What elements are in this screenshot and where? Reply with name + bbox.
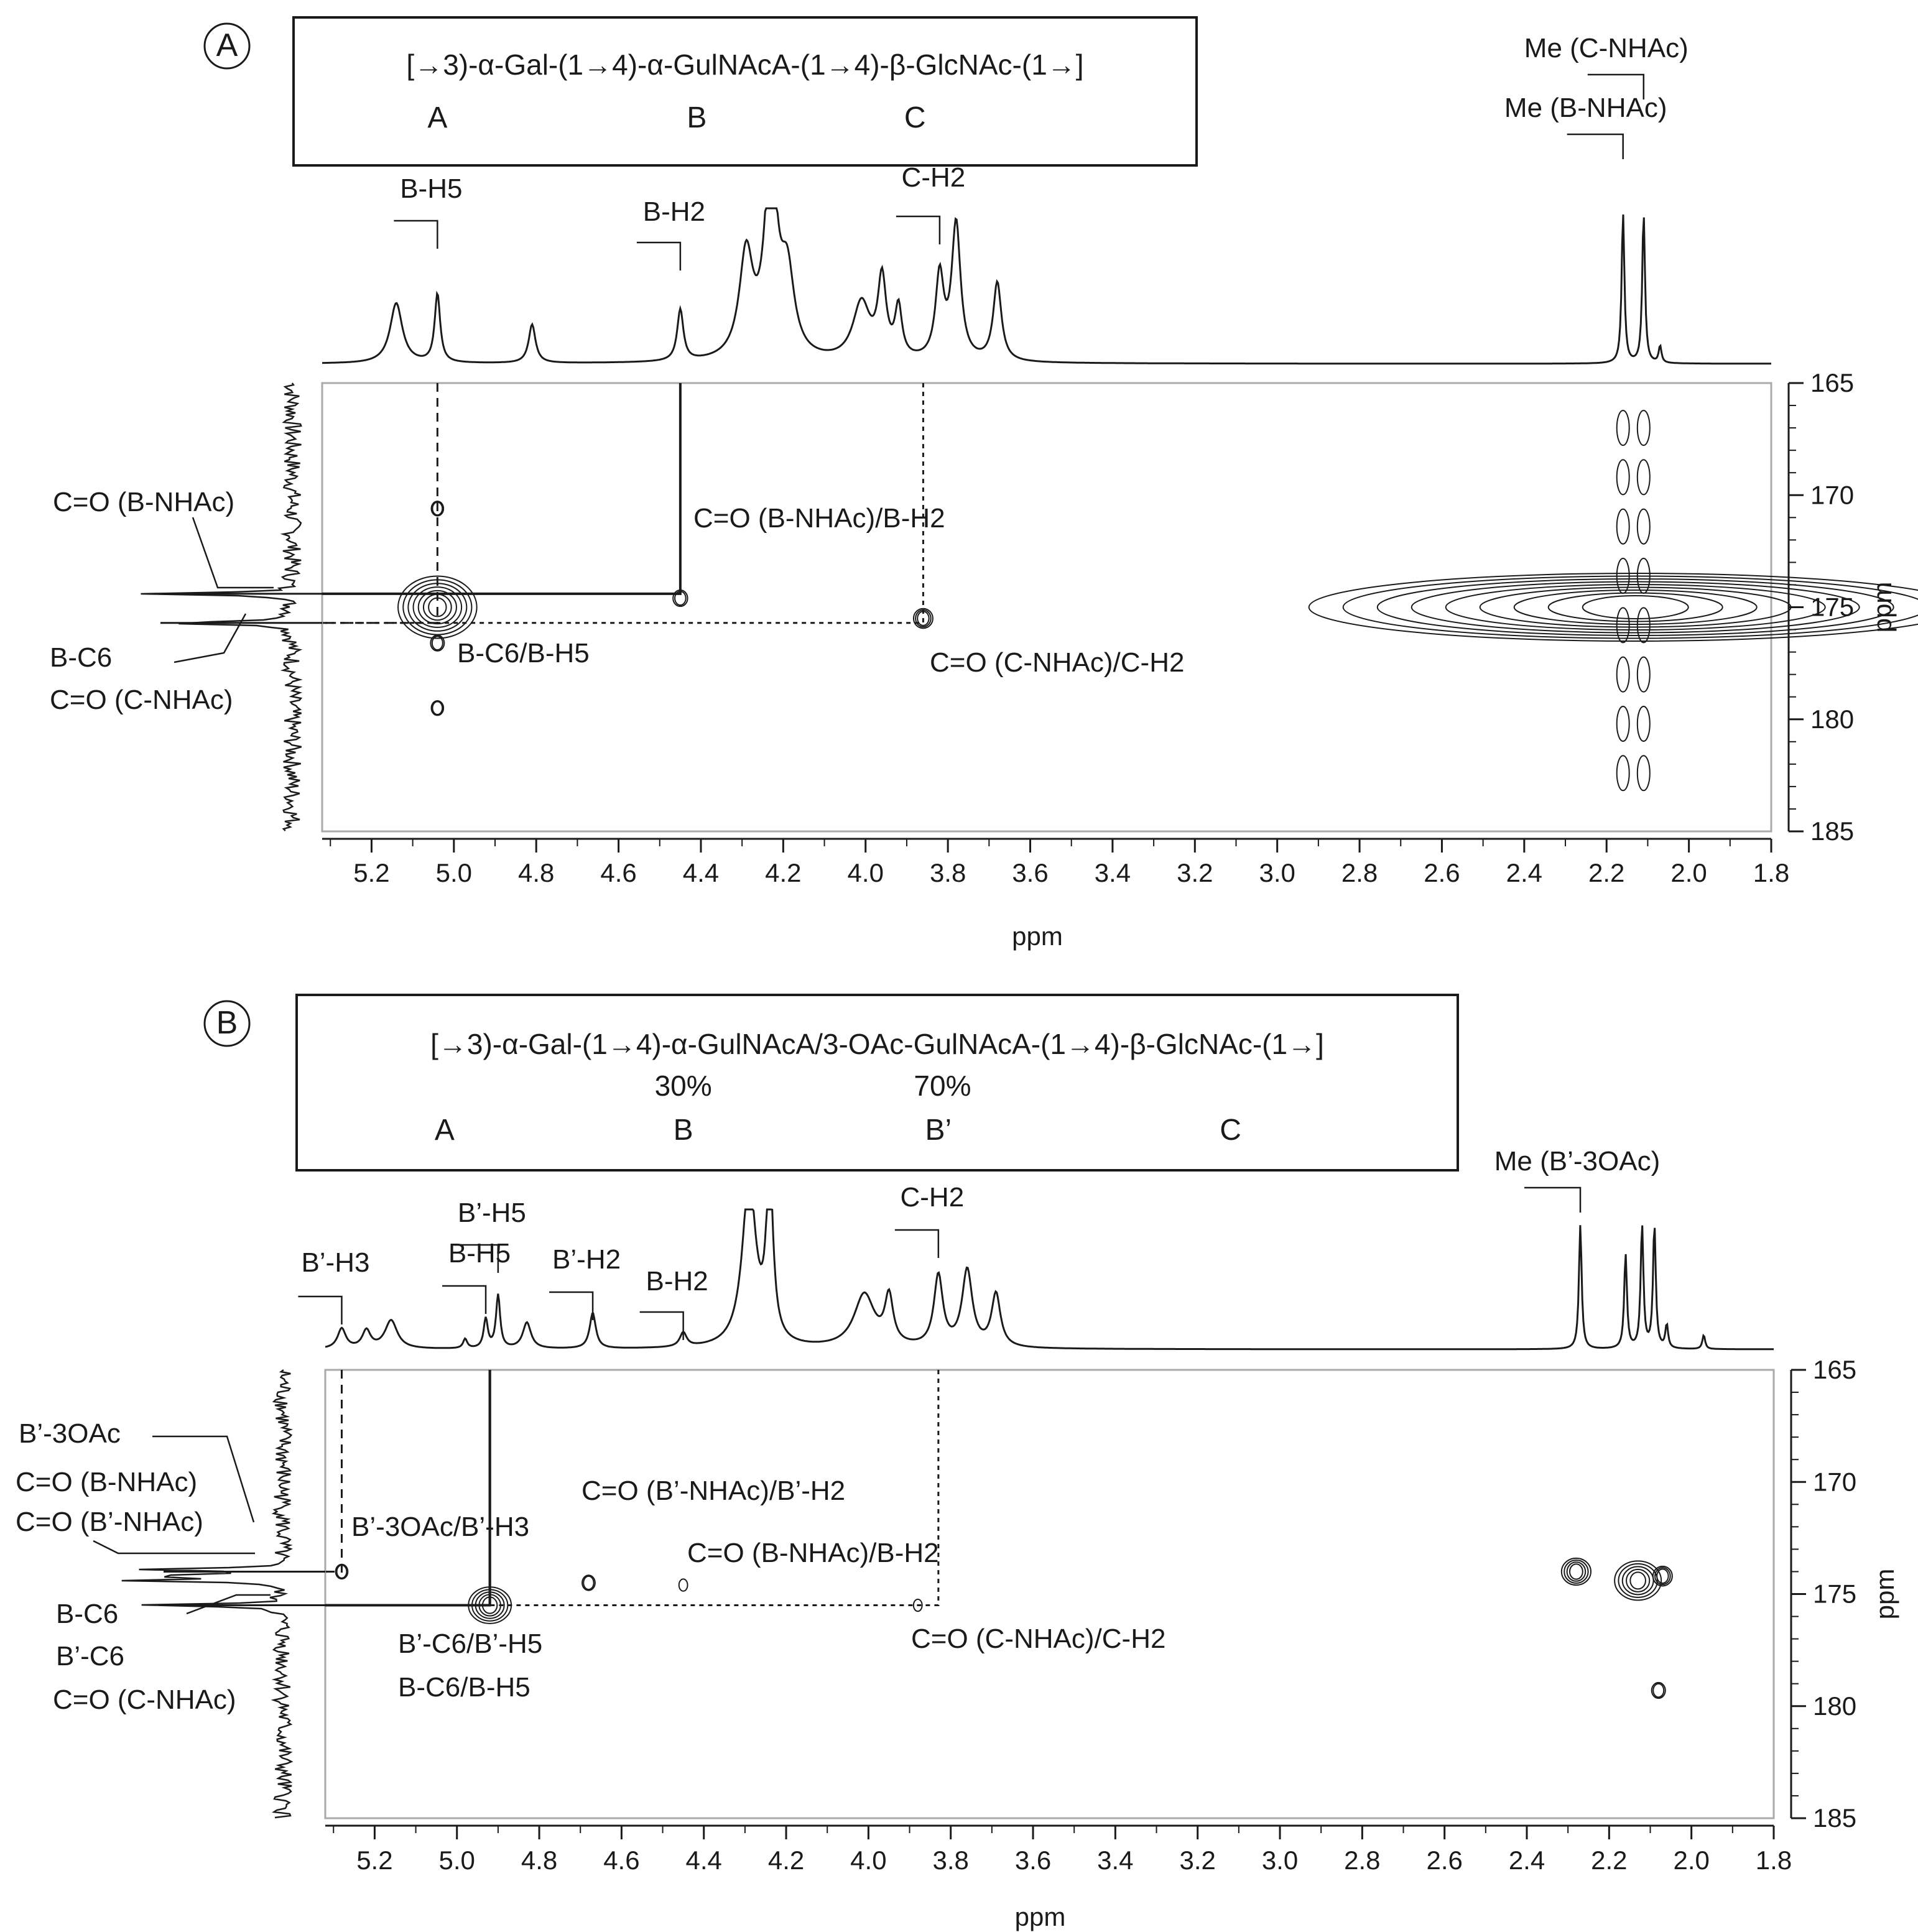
residue-label: B’ (925, 1114, 952, 1147)
correlation-line (325, 1370, 490, 1606)
methyl-label: Me (B-NHAc) (1504, 93, 1667, 123)
x-tick-label: 3.2 (1177, 858, 1213, 887)
carbon-label: C=O (B-NHAc) (53, 487, 235, 517)
y-axis-title: ppm (1870, 1568, 1899, 1620)
contour-ring (679, 1579, 688, 1591)
y-tick-label: 165 (1813, 1355, 1857, 1384)
correlation-line (325, 1370, 341, 1571)
contour-ring (1630, 1572, 1646, 1589)
peak-label: B-H5 (448, 1238, 511, 1269)
contour-ring (1617, 657, 1629, 692)
contour-ring (583, 1576, 593, 1589)
structure-box (297, 995, 1458, 1170)
x-tick-label: 3.4 (1097, 1846, 1134, 1875)
contour-ring (1617, 608, 1629, 642)
correlation-line (322, 383, 680, 594)
contour-ring (1638, 657, 1650, 692)
x-tick-label: 4.6 (603, 1846, 640, 1875)
x-tick-label: 3.4 (1094, 858, 1131, 887)
y-tick-label: 185 (1813, 1803, 1857, 1833)
panel-letter: A (216, 27, 238, 63)
x-axis-title: ppm (1012, 922, 1063, 951)
percentage-label: 30% (654, 1070, 712, 1102)
methyl-label-bracket (1567, 134, 1623, 159)
y-tick-label: 175 (1813, 1579, 1857, 1609)
peak-label: B’-H3 (301, 1247, 370, 1278)
hmbc-plot-frame (325, 1370, 1774, 1818)
x-tick-label: 3.6 (1014, 1846, 1052, 1875)
contour-ring (432, 701, 442, 714)
x-axis-title: ppm (1014, 1902, 1066, 1931)
correlation-label: B-C6/B-H5 (457, 638, 590, 668)
label-leader (93, 1541, 255, 1553)
percentage-label: 70% (914, 1070, 971, 1102)
carbon-label: B’-C6 (56, 1641, 125, 1671)
peak-label: C-H2 (900, 1182, 965, 1213)
contour-ring (1617, 706, 1629, 741)
contour-ring (1657, 1569, 1668, 1583)
y-tick-label: 170 (1813, 1467, 1857, 1497)
cross-peak (1562, 1558, 1591, 1585)
x-tick-label: 2.0 (1673, 1846, 1710, 1875)
correlation-label: C=O (C-NHAc)/C-H2 (911, 1624, 1166, 1654)
peak-label: B-H2 (646, 1266, 708, 1296)
peak-label: B’-H5 (457, 1198, 526, 1228)
correlation-line (325, 1370, 490, 1606)
x-tick-label: 5.2 (356, 1846, 393, 1875)
carbon-label: C=O (B’-NHAc) (16, 1507, 203, 1537)
peak-label: C-H2 (901, 162, 966, 193)
peak-label-bracket (549, 1292, 593, 1320)
y-tick-label: 185 (1810, 816, 1855, 846)
correlation-label: C=O (C-NHAc)/C-H2 (930, 647, 1185, 678)
correlation-label: B-C6/B-H5 (398, 1672, 530, 1703)
contour-ring (1638, 410, 1650, 445)
methyl-label: Me (C-NHAc) (1524, 33, 1689, 63)
x-tick-label: 2.8 (1341, 858, 1378, 887)
contour-ring (1653, 1684, 1664, 1698)
hmbc-plot-frame (322, 383, 1771, 831)
x-tick-label: 2.2 (1591, 1846, 1628, 1875)
proton-spectrum-trace (325, 1209, 1774, 1349)
cross-peak (430, 636, 444, 651)
x-tick-label: 4.0 (847, 858, 884, 887)
methyl-label-bracket (1524, 1188, 1580, 1213)
contour-ring (1617, 410, 1629, 445)
x-tick-label: 3.2 (1179, 1846, 1216, 1875)
x-tick-label: 3.8 (929, 858, 966, 887)
x-tick-label: 3.8 (932, 1846, 969, 1875)
residue-label: A (434, 1114, 455, 1147)
carbon-label: B-C6 (56, 1599, 119, 1629)
cross-peak (1653, 1566, 1672, 1586)
contour-ring (1617, 460, 1629, 494)
x-tick-label: 4.4 (682, 858, 720, 887)
peak-label-bracket (442, 1286, 486, 1314)
contour-ring (1638, 756, 1650, 790)
cross-peak (432, 701, 444, 715)
residue-label: C (904, 101, 926, 134)
structure-formula: [→3)-α-Gal-(1→4)-α-GulNAcA/3-OAc-GulNAcA-(1→4)-β-GlcNAc-(1→] (430, 1028, 1324, 1060)
x-tick-label: 4.8 (521, 1846, 558, 1875)
peak-label: B-H5 (400, 173, 463, 204)
x-tick-label: 3.0 (1261, 1846, 1299, 1875)
peak-label-bracket (637, 243, 680, 270)
peak-label-bracket (895, 1230, 938, 1258)
x-tick-label: 4.0 (850, 1846, 887, 1875)
x-tick-label: 2.6 (1426, 1846, 1463, 1875)
x-tick-label: 2.8 (1344, 1846, 1381, 1875)
x-tick-label: 3.6 (1012, 858, 1049, 887)
contour-ring (1638, 509, 1650, 544)
x-tick-label: 5.0 (438, 1846, 475, 1875)
peak-label: B’-H2 (552, 1244, 621, 1275)
x-tick-label: 5.2 (353, 858, 390, 887)
x-tick-label: 2.0 (1670, 858, 1707, 887)
y-axis-title: ppm (1868, 581, 1897, 633)
x-tick-label: 4.4 (685, 1846, 722, 1875)
peak-label-bracket (640, 1312, 683, 1340)
contour-ring (1638, 706, 1650, 741)
correlation-label: C=O (B’-NHAc)/B’-H2 (581, 1476, 846, 1506)
cross-peak (1652, 1683, 1666, 1698)
y-tick-label: 165 (1810, 368, 1855, 397)
x-tick-label: 1.8 (1753, 858, 1790, 887)
contour-ring (1638, 460, 1650, 494)
x-tick-label: 2.4 (1506, 858, 1543, 887)
x-tick-label: 1.8 (1755, 1846, 1792, 1875)
x-tick-label: 2.4 (1508, 1846, 1545, 1875)
y-tick-label: 175 (1810, 592, 1855, 622)
x-tick-label: 5.0 (435, 858, 473, 887)
correlation-label: B’-C6/B’-H5 (398, 1629, 543, 1659)
structure-formula: [→3)-α-Gal-(1→4)-α-GulNAcA-(1→4)-β-GlcNAc-(1→] (406, 49, 1084, 81)
peak-label-bracket (394, 221, 437, 249)
x-tick-label: 4.6 (600, 858, 637, 887)
carbon-label: C=O (C-NHAc) (53, 1685, 236, 1715)
x-tick-label: 4.2 (767, 1846, 805, 1875)
panel-A (50, 17, 1918, 951)
carbon-projection-trace (141, 383, 302, 831)
y-tick-label: 180 (1813, 1691, 1857, 1721)
peak-label-bracket (896, 216, 940, 244)
x-tick-label: 2.2 (1588, 858, 1625, 887)
correlation-label: C=O (B-NHAc)/B-H2 (693, 503, 945, 534)
residue-label: A (427, 101, 448, 134)
correlation-label: B’-3OAc/B’-H3 (351, 1512, 530, 1542)
methyl-label: Me (B’-3OAc) (1494, 1146, 1661, 1176)
correlation-label: C=O (B-NHAc)/B-H2 (687, 1538, 939, 1568)
contour-ring (432, 701, 444, 715)
peak-label-bracket (298, 1296, 341, 1324)
panel-letter: B (216, 1005, 238, 1041)
carbon-label: C=O (C-NHAc) (50, 685, 233, 715)
contour-ring (1583, 596, 1689, 619)
contour-ring (1617, 509, 1629, 544)
proton-spectrum-trace (322, 208, 1771, 364)
cross-peak (582, 1575, 595, 1590)
y-tick-label: 180 (1810, 704, 1855, 734)
contour-ring (1570, 1564, 1583, 1579)
x-tick-label: 4.2 (765, 858, 802, 887)
carbon-label: C=O (B-NHAc) (16, 1467, 198, 1497)
contour-ring (1617, 756, 1629, 790)
label-leader (193, 517, 274, 588)
structure-box (294, 17, 1197, 165)
residue-label: B (687, 101, 707, 134)
peak-label: B-H2 (642, 196, 706, 227)
x-tick-label: 2.6 (1424, 858, 1460, 887)
residue-label: C (1220, 1114, 1241, 1147)
contour-ring (1638, 608, 1650, 642)
contour-ring (1446, 585, 1825, 630)
carbon-label: B-C6 (50, 642, 113, 673)
x-tick-label: 4.8 (518, 858, 555, 887)
carbon-label: B’-3OAc (19, 1418, 121, 1449)
correlation-line (322, 383, 437, 623)
panel-B (16, 995, 1899, 1931)
contour-ring (1623, 1566, 1654, 1594)
residue-label: B (673, 1114, 693, 1147)
x-tick-label: 3.0 (1259, 858, 1295, 887)
contour-ring (1549, 593, 1723, 622)
cross-peak (679, 1579, 688, 1591)
y-tick-label: 170 (1810, 480, 1855, 510)
